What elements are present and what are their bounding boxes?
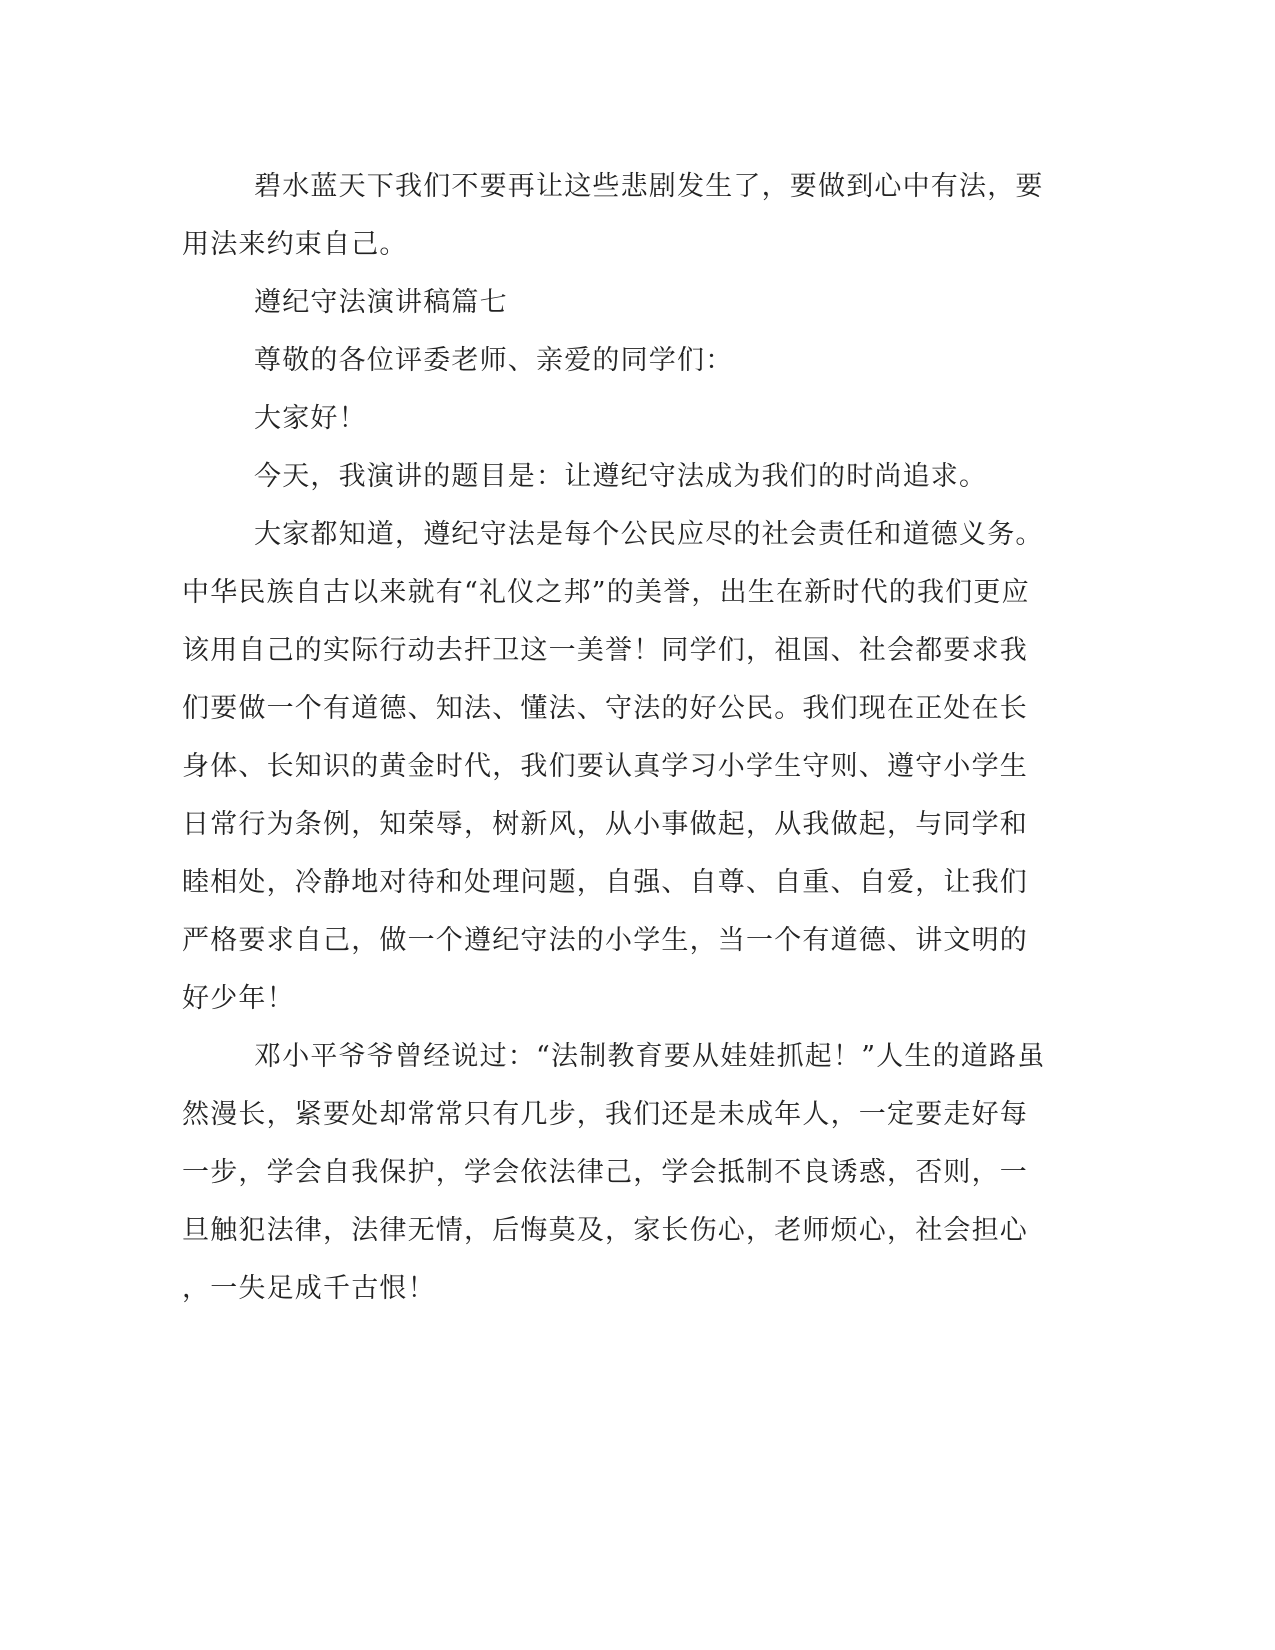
paragraph-line: 该用自己的实际行动去扞卫这一美誉！同学们，祖国、社会都要求我 xyxy=(182,635,1028,666)
paragraph-line: ，一失足成千古恨！ xyxy=(182,1273,436,1304)
paragraph-line: 一步，学会自我保护，学会依法律己，学会抵制不良诱惑，否则，一 xyxy=(182,1157,1028,1188)
section-heading: 遵纪守法演讲稿篇七 xyxy=(254,287,508,318)
paragraph-line: 大家都知道，遵纪守法是每个公民应尽的社会责任和道德义务。 xyxy=(254,519,1044,550)
salutation: 尊敬的各位评委老师、亲爱的同学们： xyxy=(254,345,734,376)
paragraph-line: 严格要求自己，做一个遵纪守法的小学生，当一个有道德、讲文明的 xyxy=(182,925,1028,956)
paragraph-line: 邓小平爷爷曾经说过：“法制教育要从娃娃抓起！”人生的道路虽 xyxy=(254,1041,1046,1072)
paragraph-line: 睦相处，冷静地对待和处理问题，自强、自尊、自重、自爱，让我们 xyxy=(182,867,1028,898)
paragraph-line: 用法来约束自己。 xyxy=(182,229,408,260)
paragraph-line: 好少年！ xyxy=(182,983,295,1014)
paragraph-line: 旦触犯法律，法律无情，后悔莫及，家长伤心，老师烦心，社会担心 xyxy=(182,1215,1028,1246)
paragraph-line: 们要做一个有道德、知法、懂法、守法的好公民。我们现在正处在长 xyxy=(182,693,1028,724)
paragraph-line: 中华民族自古以来就有“礼仪之邦”的美誉，出生在新时代的我们更应 xyxy=(182,577,1030,608)
paragraph-line: 身体、长知识的黄金时代，我们要认真学习小学生守则、遵守小学生 xyxy=(182,751,1028,782)
paragraph-line: 日常行为条例，知荣辱，树新风，从小事做起，从我做起，与同学和 xyxy=(182,809,1028,840)
greeting: 大家好！ xyxy=(254,403,367,434)
document-body xyxy=(182,158,1046,1318)
speech-topic: 今天，我演讲的题目是：让遵纪守法成为我们的时尚追求。 xyxy=(254,461,988,492)
paragraph-line: 碧水蓝天下我们不要再让这些悲剧发生了，要做到心中有法，要 xyxy=(254,171,1044,202)
paragraph-line: 然漫长，紧要处却常常只有几步，我们还是未成年人，一定要走好每 xyxy=(182,1099,1028,1130)
